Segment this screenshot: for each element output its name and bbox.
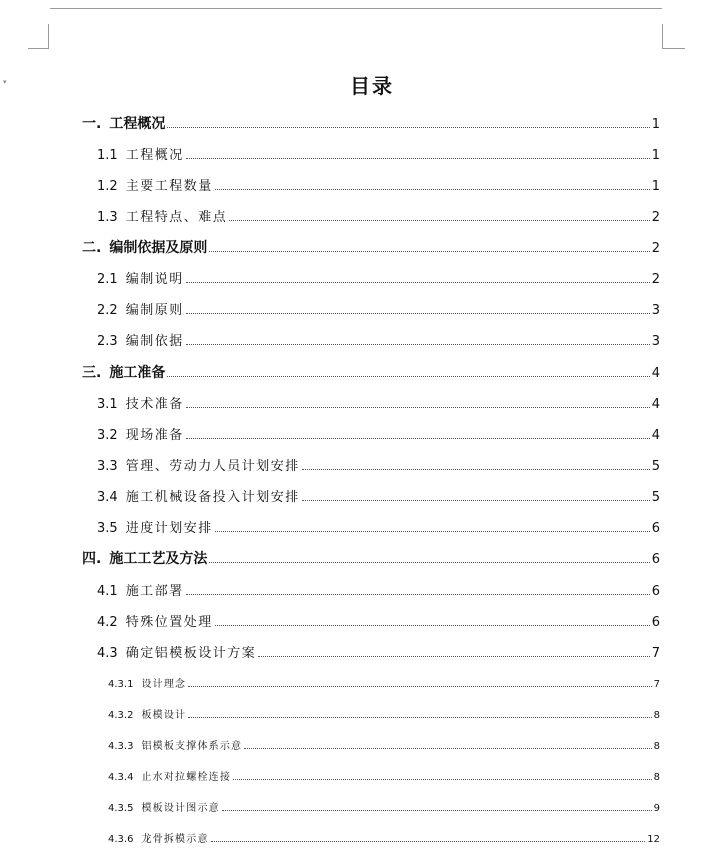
toc-entry-number: 1.3 [97, 210, 118, 225]
toc-entry-page-number: 8 [653, 772, 660, 783]
page-top-border [50, 8, 662, 9]
toc-dot-leader [186, 313, 650, 314]
toc-entry-label: 管理、劳动力人员计划安排 [125, 459, 300, 474]
page-corner-mark-left [28, 24, 49, 49]
toc-entry-label: 工程概况 [109, 116, 166, 132]
toc-dot-leader [233, 779, 652, 780]
toc-entry-number: 3.3 [97, 459, 118, 474]
toc-entry[interactable] [82, 362, 660, 382]
toc-entry[interactable] [108, 830, 660, 845]
toc-entry-number: 4.1 [97, 584, 118, 599]
toc-entry-number: 四. [82, 551, 102, 567]
toc-entry-page-number: 8 [653, 741, 660, 752]
toc-entry-number: 4.3.5 [108, 803, 134, 814]
toc-entry-page-number: 2 [651, 241, 660, 256]
toc-entry-page-number: 5 [651, 490, 660, 505]
toc-entry-page-number: 1 [651, 148, 660, 163]
toc-dot-leader [302, 469, 650, 470]
toc-dot-leader [188, 717, 651, 718]
toc-entry-number: 二. [82, 240, 102, 256]
toc-entry-label: 施工工艺及方法 [109, 551, 208, 567]
toc-entry-label: 施工准备 [109, 365, 166, 381]
toc-entry[interactable] [97, 642, 660, 661]
toc-entry-number: 3.2 [97, 428, 118, 443]
toc-entry-number: 2.3 [97, 334, 118, 349]
toc-entry[interactable] [97, 611, 660, 630]
toc-entry[interactable] [97, 144, 660, 163]
toc-entry-page-number: 3 [651, 303, 660, 318]
toc-entry-number: 2.2 [97, 303, 118, 318]
toc-entry-number: 1.2 [97, 179, 118, 194]
toc-dot-leader [186, 344, 650, 345]
toc-entry-label: 编制说明 [125, 272, 184, 287]
toc-entry[interactable] [97, 580, 660, 599]
toc-entry[interactable] [97, 517, 660, 536]
toc-dot-leader [186, 407, 650, 408]
toc-entry-page-number: 6 [651, 552, 660, 567]
toc-entry-label: 技术准备 [125, 397, 184, 412]
toc-entry-label: 现场准备 [125, 428, 184, 443]
toc-entry-page-number: 7 [653, 679, 660, 690]
toc-entry-label: 板模设计 [141, 710, 187, 721]
toc-entry-number: 3.4 [97, 490, 118, 505]
toc-dot-leader [215, 625, 650, 626]
toc-entry-label: 编制原则 [125, 303, 184, 318]
toc-entry[interactable] [108, 768, 660, 783]
toc-entry-page-number: 3 [651, 334, 660, 349]
toc-entry-page-number: 9 [653, 803, 660, 814]
page-corner-mark-right [662, 24, 685, 49]
toc-entry[interactable] [82, 548, 660, 568]
toc-entry[interactable] [97, 268, 660, 287]
toc-entry[interactable] [82, 237, 660, 257]
toc-entry-label: 编制依据及原则 [109, 240, 208, 256]
toc-entry-page-number: 8 [653, 710, 660, 721]
toc-dot-leader [209, 251, 649, 252]
toc-entry-number: 2.1 [97, 272, 118, 287]
toc-entry[interactable] [97, 486, 660, 505]
toc-entry-label: 进度计划安排 [125, 521, 213, 536]
toc-entry-label: 设计理念 [141, 679, 187, 690]
toc-entry-page-number: 7 [651, 646, 660, 661]
toc-dot-leader [302, 500, 650, 501]
toc-entry-number: 4.3.4 [108, 772, 134, 783]
toc-entry-page-number: 4 [651, 366, 660, 381]
toc-dot-leader [188, 686, 651, 687]
toc-entry[interactable] [97, 175, 660, 194]
toc-entry-page-number: 2 [651, 210, 660, 225]
toc-entry[interactable] [82, 113, 660, 133]
toc-entry-number: 3.5 [97, 521, 118, 536]
collapse-marker-icon[interactable]: ▾ [3, 78, 7, 86]
toc-entry-number: 4.3 [97, 646, 118, 661]
toc-dot-leader [215, 531, 650, 532]
toc-entry-page-number: 5 [651, 459, 660, 474]
toc-entry-page-number: 1 [651, 117, 660, 132]
toc-entry-label: 编制依据 [125, 334, 184, 349]
toc-entry-number: 3.1 [97, 397, 118, 412]
toc-dot-leader [167, 127, 649, 128]
toc-entry-page-number: 4 [651, 428, 660, 443]
toc-entry-label: 施工部署 [125, 584, 184, 599]
toc-entry-number: 4.3.1 [108, 679, 134, 690]
toc-entry-page-number: 12 [647, 834, 660, 845]
toc-entry-label: 龙骨拆模示意 [141, 834, 209, 845]
toc-entry-number: 一. [82, 116, 102, 132]
toc-entry-label: 确定铝模板设计方案 [125, 646, 257, 661]
toc-dot-leader [258, 656, 650, 657]
toc-entry-page-number: 6 [651, 521, 660, 536]
toc-dot-leader [211, 841, 646, 842]
toc-entry-page-number: 6 [651, 584, 660, 599]
toc-dot-leader [244, 748, 651, 749]
toc-entry-number: 1.1 [97, 148, 118, 163]
toc-dot-leader [186, 438, 650, 439]
toc-dot-leader [186, 158, 650, 159]
toc-entry-label: 特殊位置处理 [125, 615, 213, 630]
toc-entry-page-number: 4 [651, 397, 660, 412]
toc-entry-page-number: 2 [651, 272, 660, 287]
toc-entry-number: 4.3.3 [108, 741, 134, 752]
toc-entry-label: 工程概况 [125, 148, 184, 163]
toc-entry-number: 三. [82, 365, 102, 381]
toc-dot-leader [209, 562, 649, 563]
toc-entry-label: 主要工程数量 [125, 179, 213, 194]
toc-title: 目录 [350, 74, 394, 98]
toc-entry-number: 4.2 [97, 615, 118, 630]
toc-dot-leader [167, 376, 649, 377]
toc-dot-leader [222, 810, 652, 811]
toc-dot-leader [229, 220, 650, 221]
toc-dot-leader [215, 189, 650, 190]
toc-entry-label: 止水对拉螺栓连接 [141, 772, 232, 783]
toc-entry[interactable] [97, 330, 660, 349]
toc-entry[interactable] [97, 424, 660, 443]
toc-entry-label: 施工机械设备投入计划安排 [125, 490, 300, 505]
toc-entry[interactable] [108, 737, 660, 752]
toc-entry-number: 4.3.2 [108, 710, 134, 721]
toc-dot-leader [186, 282, 650, 283]
toc-entry[interactable] [108, 706, 660, 721]
toc-entry[interactable] [108, 675, 660, 690]
toc-entry-label: 模板设计图示意 [141, 803, 220, 814]
toc-entry[interactable] [108, 799, 660, 814]
toc-entry[interactable] [97, 299, 660, 318]
toc-entry[interactable] [97, 455, 660, 474]
toc-entry-page-number: 6 [651, 615, 660, 630]
toc-entry-label: 工程特点、难点 [125, 210, 228, 225]
toc-entry-number: 4.3.6 [108, 834, 134, 845]
toc-entry-label: 铝模板支撑体系示意 [141, 741, 243, 752]
toc-entry-page-number: 1 [651, 179, 660, 194]
toc-entry[interactable] [97, 206, 660, 225]
toc-dot-leader [186, 594, 650, 595]
toc-entry[interactable] [97, 393, 660, 412]
